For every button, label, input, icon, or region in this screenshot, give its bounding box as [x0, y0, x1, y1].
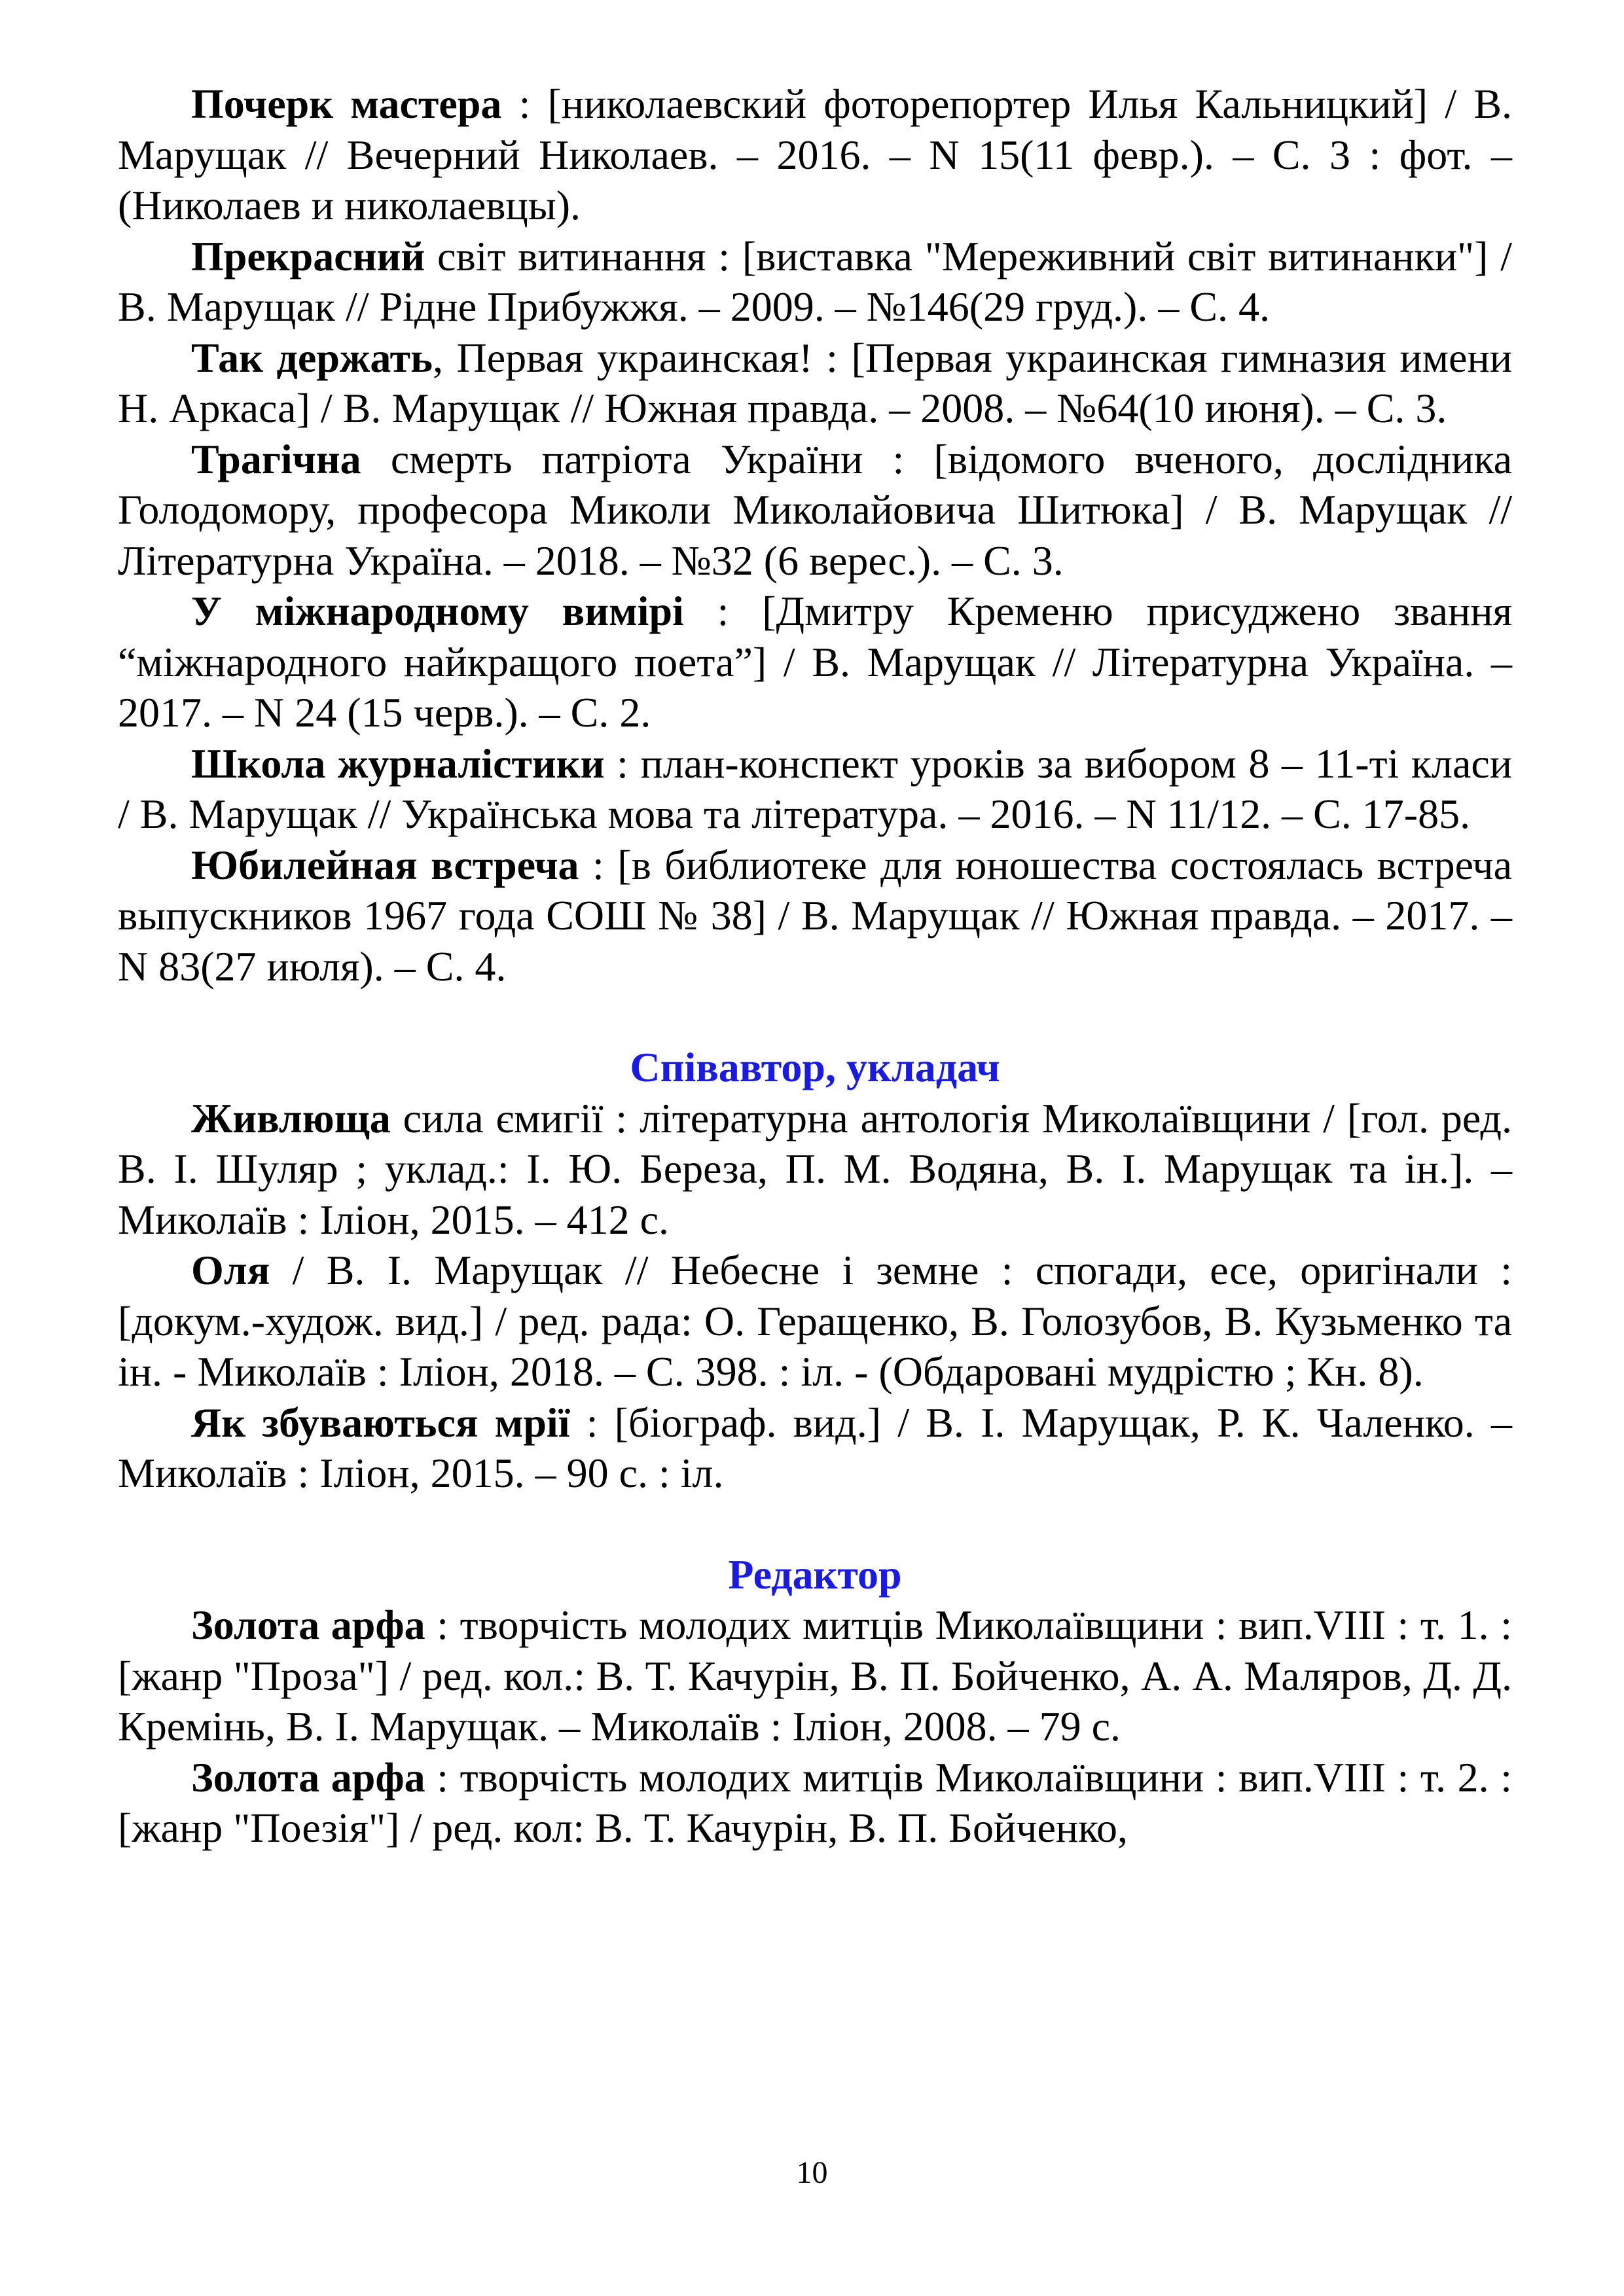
entry-title: У міжнародному вимірі — [191, 588, 684, 634]
entry-description: : план-конспект уроків за вибором 8 – 11-ті класи / В. Марущак // Українська мова та література. – 2016. – N 11/12. – С. 17-85. — [118, 740, 1513, 837]
entry-description: : [Дмитру Кременю присуджено звання “міжнародного найкращого поета”] / В. Марущак // Літературна Україна. – 2017. – N 24 (15 черв.). – С. 2. — [118, 588, 1513, 736]
entry-title: Так держать — [191, 334, 433, 381]
entry-description: , Первая украинская! : [Первая украинская гимназия имени Н. Аркаса] / В. Марущак // Южная правда. – 2008. – №64(10 июня). – С. 3. — [118, 334, 1512, 431]
bibliography-entry — [118, 332, 1512, 434]
bibliography-entry — [118, 1093, 1512, 1246]
entry-title: Оля — [191, 1247, 270, 1293]
entry-title: Юбилейная встреча — [191, 841, 579, 888]
bibliography-entry — [118, 1245, 1512, 1397]
entry-title: Почерк мастера — [191, 81, 502, 127]
entry-title: Золота арфа — [191, 1602, 425, 1648]
entry-description: : творчість молодих митців Миколаївщини : вип.VIII : т. 1. : [жанр "Проза"] / ред. кол.: В. Т. Качурін, В. П. Бойченко, А. А. Маляров, Д. Д. Кремінь, В. І. Марущак. – Миколаїв : Іліон, 2008. – 79 с. — [118, 1602, 1513, 1749]
bibliography-entry — [118, 840, 1512, 992]
bibliography-entry — [118, 1600, 1512, 1752]
entry-title: Школа журналістики — [191, 740, 605, 787]
entry-description: сила ємигії : літературна антологія Миколаївщини / [гол. ред. В. І. Шуляр ; уклад.: І. Ю. Береза, П. М. Водяна, В. І. Марущак та ін.]. – Миколаїв : Іліон, 2015. – 412 с. — [118, 1094, 1512, 1243]
bibliography-entry — [118, 738, 1512, 840]
bibliography-entry — [118, 434, 1512, 586]
entry-title: Як збуваються мрії — [191, 1399, 570, 1446]
document-page — [118, 79, 1512, 1854]
entry-title: Живлюща — [191, 1094, 391, 1141]
entry-description: : [николаевский фоторепортер Илья Кальницкий] / В. Марущак // Вечерний Николаев. – 2016. – N 15(11 февр.). – С. 3 : фот. – (Николаев и николаевцы). — [118, 81, 1513, 228]
entry-description: світ витинання : [виставка "Мереживний світ витинанки"] / В. Марущак // Рідне Прибужжя. – 2009. – №146(29 груд.). – С. 4. — [118, 232, 1512, 330]
bibliography-entry — [118, 1752, 1512, 1854]
entry-description: : творчість молодих митців Миколаївщини : вип.VIII : т. 2. : [жанр "Поезія"] / ред. кол: В. Т. Качурін, В. П. Бойченко, — [118, 1753, 1513, 1851]
section-heading-coauthor: Співавтор, укладач — [630, 1044, 1000, 1090]
entry-title: Золота арфа — [191, 1753, 425, 1801]
entry-description: смерть патріота України : [відомого вченого, дослідника Голодомору, професора Миколи Миколайовича Шитюка] / В. Марущак // Літературна Україна. – 2018. – №32 (6 верес.). – С. 3. — [118, 435, 1512, 584]
entry-description: : [в библиотеке для юношества состоялась встреча выпускников 1967 года СОШ № 38] / В. Марущак // Южная правда. – 2017. – N 83(27 июля). – С. 4. — [118, 841, 1513, 990]
bibliography-entry — [118, 79, 1512, 231]
entry-description: / В. І. Марущак // Небесне і земне : спогади, есе, оригінали : [докум.-худож. вид.] / ред. рада: О. Геращенко, В. Голозубов, В. Кузьменко та ін. - Миколаїв : Іліон, 2018. – С. 398. : іл. - (Обдаровані мудрістю ; Кн. 8). — [118, 1247, 1512, 1395]
entry-title: Прекрасний — [191, 232, 425, 279]
section-heading-editor: Редактор — [728, 1551, 902, 1598]
entry-title: Трагічна — [191, 435, 361, 482]
page-number: 10 — [796, 2155, 828, 2190]
bibliography-entry — [118, 231, 1512, 332]
entry-description: : [біограф. вид.] / В. І. Марущак, Р. К. Чаленко. – Миколаїв : Іліон, 2015. – 90 с. : іл. — [118, 1399, 1513, 1496]
bibliography-entry — [118, 586, 1512, 738]
bibliography-entry — [118, 1397, 1512, 1499]
